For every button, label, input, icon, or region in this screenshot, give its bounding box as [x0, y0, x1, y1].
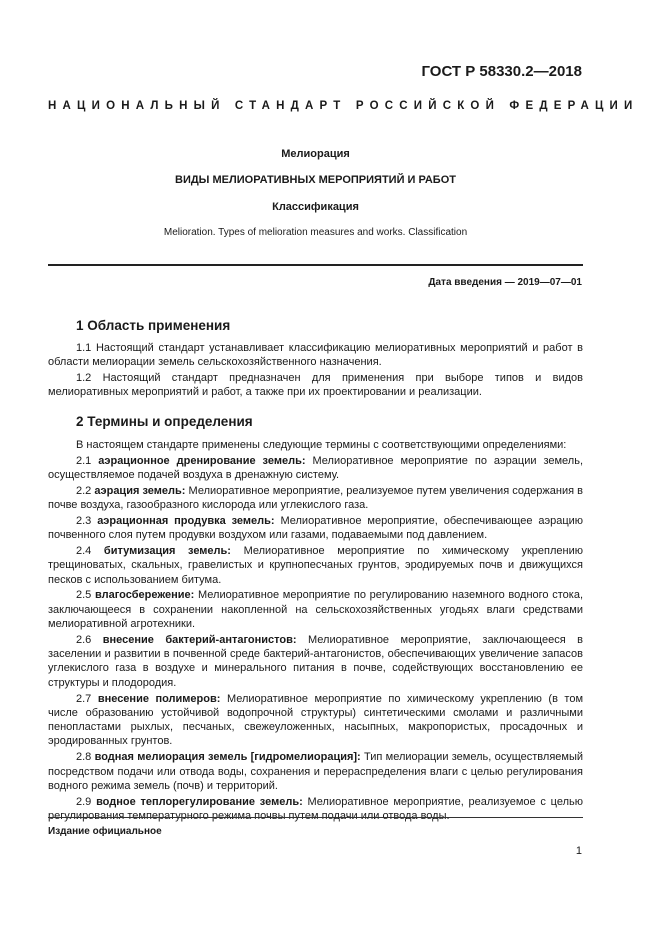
- term-text: Мелиоративное мероприятие по регулированию наземного водного стока, заключающееся в сохранении накопленной на сельскохозяйственных угодьях влаги средствами мелиоративной агротехники.: [48, 589, 583, 631]
- footer-divider: [48, 817, 583, 818]
- page-number: 1: [575, 845, 582, 857]
- term-number: 2.9: [76, 795, 92, 808]
- term-number: 2.2: [76, 484, 92, 497]
- term-definition: [48, 544, 583, 587]
- section-1-body: [48, 341, 583, 401]
- term-definition: [48, 588, 583, 631]
- term-definition: [48, 633, 583, 690]
- term-number: 2.4: [76, 545, 92, 558]
- term-name: внесение бактерий-антагонистов:: [102, 633, 297, 646]
- paragraph: 1.2 Настоящий стандарт предназначен для применения при выборе типов и видов мелиоративных мероприятий и работ, а также при их проектировании и реализации.: [48, 372, 583, 399]
- standard-code: ГОСТ Р 58330.2—2018: [421, 63, 582, 80]
- term-text: Мелиоративное мероприятие по химическому укреплению (в том числе образованию устойчивой водопрочной структуры) синтетическими смолами и различными пенопластами рыхлых, песчаных, свежеуложенных, насыпных, макропористых, просадочных и эродированных грунтов.: [48, 692, 584, 748]
- official-edition: Издание официальное: [48, 826, 162, 837]
- term-definition: [48, 692, 583, 749]
- term-number: 2.6: [76, 633, 92, 646]
- term-definition: [48, 514, 583, 543]
- header-divider: [48, 264, 583, 266]
- term-name: аэрационная продувка земель:: [97, 514, 275, 527]
- term-number: 2.7: [76, 692, 92, 705]
- section-2-heading: 2 Термины и определения: [76, 414, 253, 429]
- term-definition: [48, 750, 583, 793]
- term-name: аэрационное дренирование земель:: [98, 454, 306, 467]
- national-standard-banner: НАЦИОНАЛЬНЫЙ СТАНДАРТ РОССИЙСКОЙ ФЕДЕРАЦИИ: [48, 100, 639, 112]
- term-text: Мелиоративное мероприятие, заключающееся в заселении и развитии в почвенной среде бактерий-антагонистов, обеспечивающих увеличение запасов углекислого газа в воздухе и минерального питания в почве, содействующих восстановлению ее структуры и плодородия.: [48, 633, 583, 689]
- term-name: внесение полимеров:: [97, 692, 221, 705]
- term-name: водная мелиорация земель [гидромелиорация]:: [94, 751, 361, 764]
- title-sub: Классификация: [272, 201, 359, 213]
- term-number: 2.3: [76, 514, 92, 527]
- term-number: 2.1: [76, 454, 92, 467]
- term-text: Тип мелиорации земель, осуществляемый посредством подачи или отвода воды, сохранения и перераспределения влаги с целью регулирования водного режима земель (почв) и территорий.: [48, 751, 584, 792]
- term-definition: [48, 454, 583, 483]
- intro-date: Дата введения — 2019—07—01: [428, 277, 582, 288]
- section-1-heading: 1 Область применения: [76, 318, 231, 333]
- term-text: Мелиоративное мероприятие, обеспечивающее аэрацию почвенного слоя путем продувки воздухом или газами, подаваемыми под давлением.: [48, 514, 584, 542]
- paragraph: 1.1 Настоящий стандарт устанавливает классификацию мелиоративных мероприятий и работ в области мелиорации земель сельскохозяйственного назначения.: [48, 342, 583, 369]
- term-name: битумизация земель:: [103, 545, 231, 558]
- term-text: Мелиоративное мероприятие по аэрации земель, осуществляемое подачей воздуха в дренажную систему.: [48, 454, 584, 482]
- term-name: аэрация земель:: [94, 484, 186, 497]
- term-text: Мелиоративное мероприятие, реализуемое с целью регулирования температурного режима почвы путем подачи или отвода воды.: [48, 795, 583, 822]
- term-definition: [48, 484, 583, 513]
- term-definition: [48, 795, 583, 824]
- term-number: 2.5: [76, 589, 92, 602]
- term-name: влагосбережение:: [95, 589, 195, 602]
- terms-list: [48, 454, 583, 823]
- term-text: Мелиоративное мероприятие, реализуемое путем увеличения содержания в почве воздуха, газообразного кислорода или углекислого газа.: [48, 484, 583, 512]
- title-english: Melioration. Types of melioration measures and works. Classification: [163, 227, 468, 238]
- term-number: 2.8: [76, 751, 92, 764]
- title-main: ВИДЫ МЕЛИОРАТИВНЫХ МЕРОПРИЯТИЙ И РАБОТ: [175, 174, 456, 186]
- section-2-intro: В настоящем стандарте применены следующие термины с соответствующими определениями:: [76, 439, 567, 451]
- term-text: Мелиоративное мероприятие по химическому укреплению трещиноватых, скальных, гравелистых и крупнопесчаных грунтов, эродируемых почв и движущихся песков с использованием битума.: [48, 545, 583, 586]
- section-2-body: [48, 438, 583, 825]
- term-name: водное теплорегулирование земель:: [96, 795, 303, 808]
- title-subject: Мелиорация: [281, 148, 350, 160]
